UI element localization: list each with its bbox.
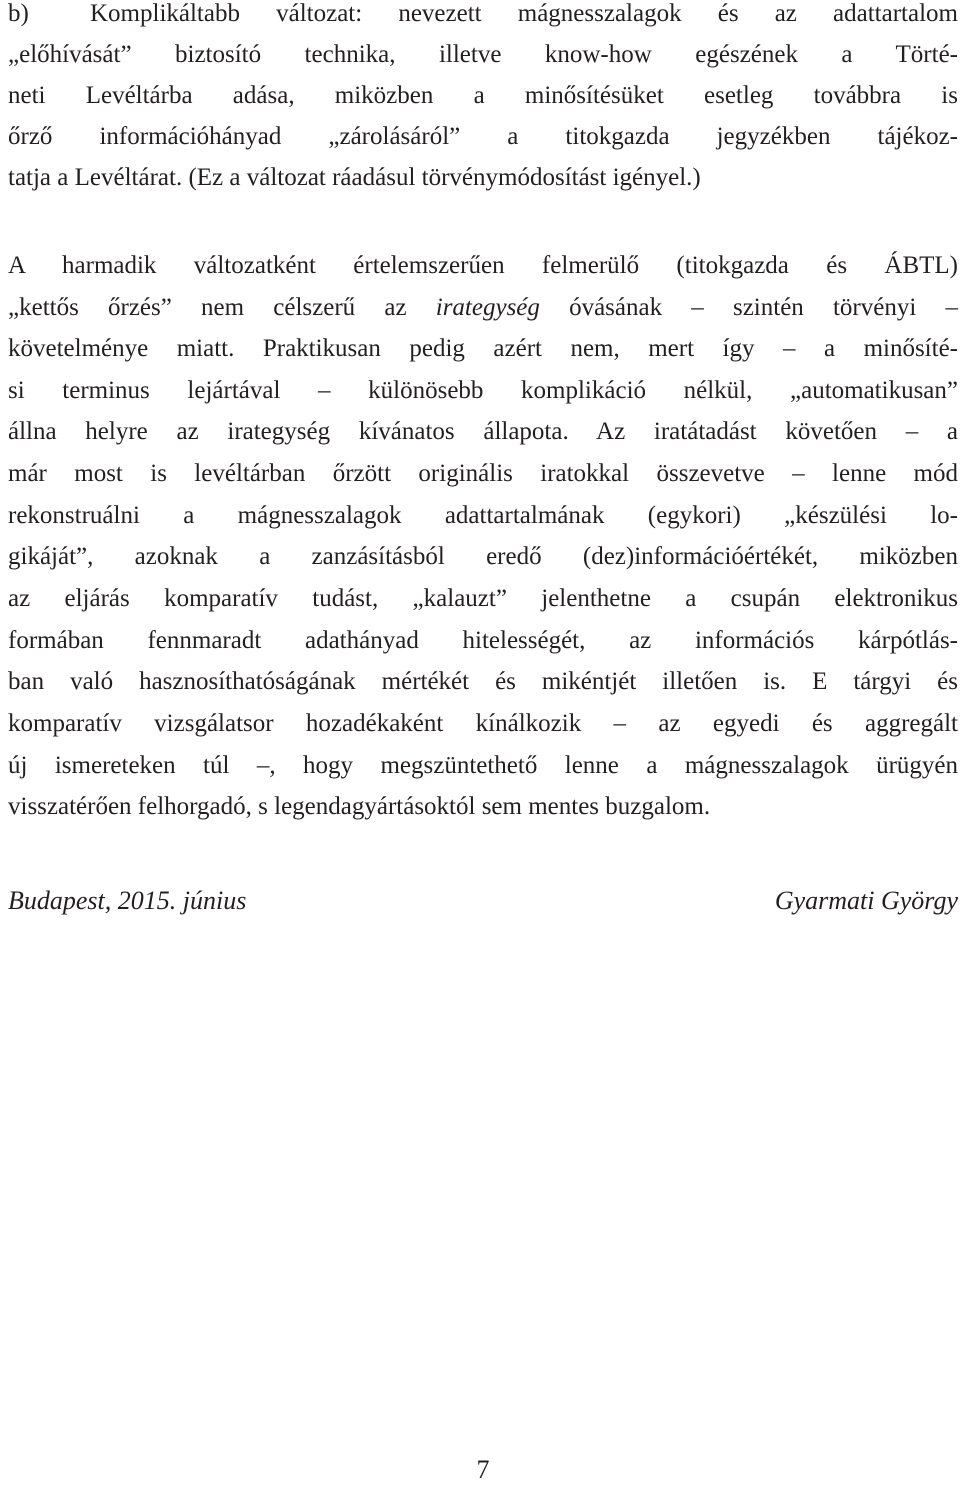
- paragraph-line: állna helyre az irategység kívánatos állapota. Az iratátadást követően – a: [8, 418, 958, 445]
- list-item-line: neti Levéltárba adása, miközben a minősítésüket esetleg továbbra is: [8, 82, 958, 109]
- list-item-line: őrző információhányad „zárolásáról” a titokgazda jegyzékben tájékoz-: [8, 123, 958, 150]
- list-item-line: tatja a Levéltárat. (Ez a változat ráadásul törvénymódosítást igényel.): [8, 164, 701, 191]
- paragraph-line: követelménye miatt. Praktikusan pedig azért nem, mert így – a minősíté-: [8, 335, 958, 362]
- list-marker: b): [8, 0, 29, 27]
- paragraph-line: komparatív vizsgálatsor hozadékaként kínálkozik – az egyedi és aggregált: [8, 710, 958, 737]
- paragraph-line: már most is levéltárban őrzött originális iratokkal összevetve – lenne mód: [8, 460, 958, 487]
- paragraph-line: A harmadik változatként értelemszerűen felmerülő (titokgazda és ÁBTL): [8, 252, 958, 279]
- document-page: [8, 0, 958, 1490]
- paragraph-line: „kettős őrzés” nem célszerű az irategység óvásának – szintén törvényi –: [8, 294, 958, 321]
- paragraph-line: si terminus lejártával – különösebb komplikáció nélkül, „automatikusan”: [8, 377, 958, 404]
- signature-row: [8, 880, 958, 921]
- author-name: Gyarmati György: [774, 886, 958, 915]
- paragraph-line: rekonstruálni a mágnesszalagok adattartalmának (egykori) „készülési lo-: [8, 502, 958, 529]
- list-item-line: Komplikáltabb változat: nevezett mágnesszalagok és az adattartalom: [90, 0, 958, 27]
- place-date: Budapest, 2015. június: [8, 886, 247, 915]
- page-number: 7: [476, 1455, 490, 1484]
- paragraph-line: formában fennmaradt adathányad hitelességét, az információs kárpótlás-: [8, 627, 958, 654]
- paragraph-line: visszatérően felhorgadó, s legendagyártásoktól sem mentes buzgalom.: [8, 793, 711, 820]
- paragraph-line: új ismereteken túl –, hogy megszüntethető lenne a mágnesszalagok ürügyén: [8, 752, 958, 779]
- list-item-line: „előhívását” biztosító technika, illetve know-how egészének a Törté-: [8, 41, 958, 68]
- paragraph-line: ban való hasznosíthatóságának mértékét és mikéntjét illetően is. E tárgyi és: [8, 668, 958, 695]
- paragraph-line: az eljárás komparatív tudást, „kalauzt” jelenthetne a csupán elektronikus: [8, 585, 958, 612]
- emphasis-irategyseg: irategység: [435, 294, 540, 321]
- paragraph-line: gikáját”, azoknak a zanzásításból eredő (dez)információértékét, miközben: [8, 543, 958, 570]
